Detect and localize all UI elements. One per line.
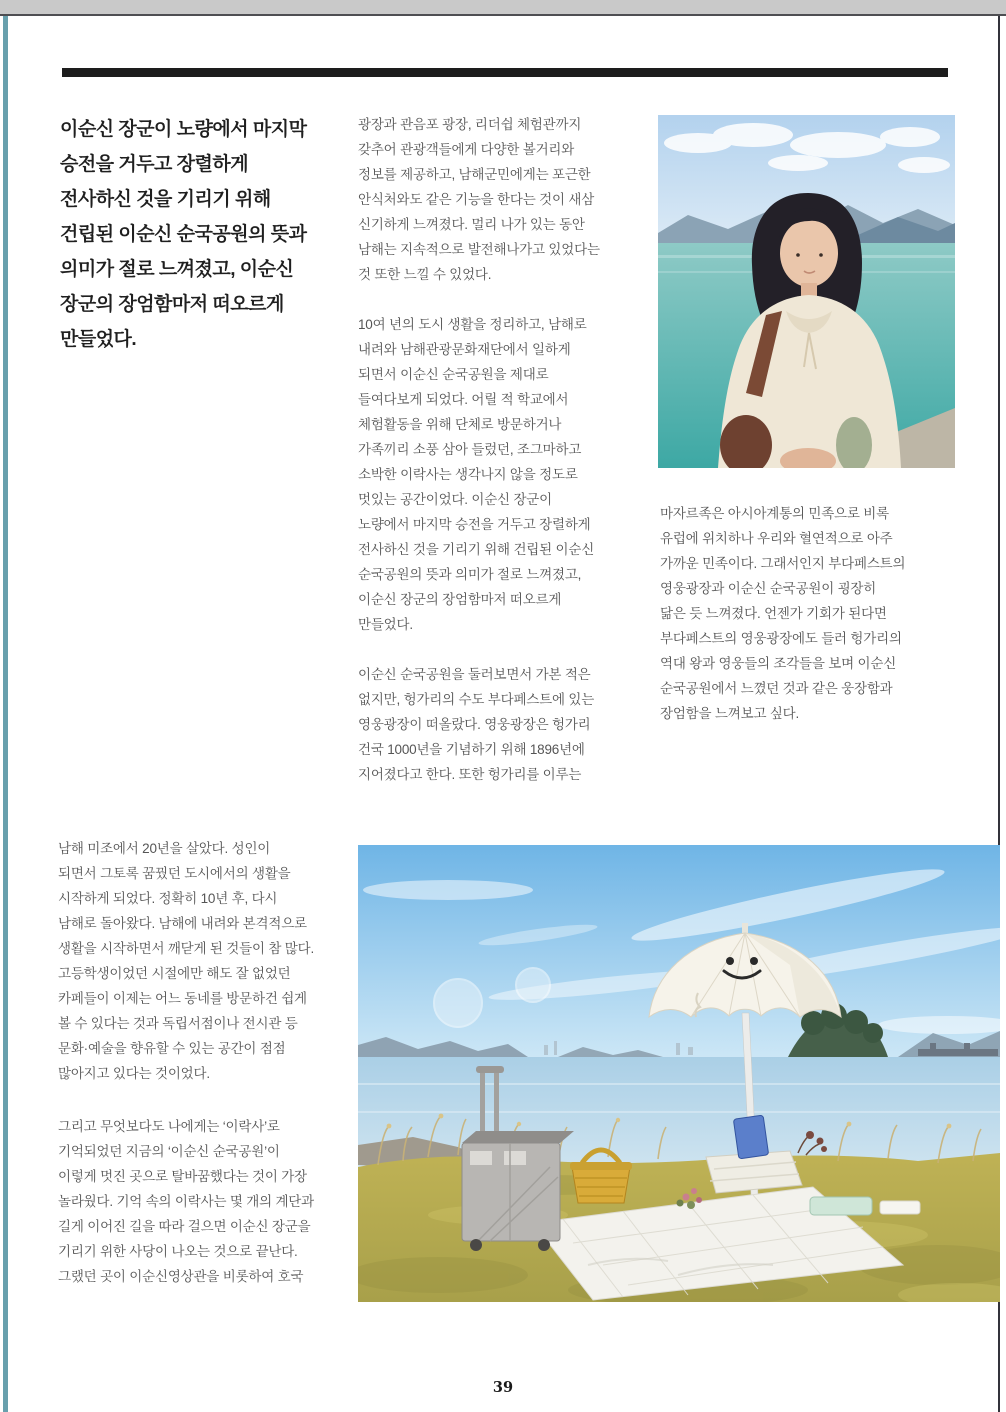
tablet bbox=[733, 1115, 768, 1159]
cart-opening bbox=[462, 1131, 574, 1143]
article-column-right bbox=[660, 501, 905, 751]
face bbox=[780, 219, 838, 287]
portrait-photo bbox=[658, 115, 955, 468]
paragraph: 10여 년의 도시 생활을 정리하고, 남해로 내려와 남해관광문화재단에서 일하게 되면서 이순신 순국공원을 제대로 들여다보게 되었다. 어릴 적 학교에서 체험활동을 위해 단체로 방문하거나 가족끼리 소풍 삼아 들렀던, 조그마하고 소박한 이락사는 생각나지 않을 정도로 멋있는 공간이었다. 이순신 장군이 노량에서 마지막 승전을 거두고 장렬하게 전사하신 것을 기리기 위해 건립된 이순신 순국공원의 뜻과 의미가 절로 느껴졌고, 이순신 장군의 장엄함마저 떠오르게 만들었다. bbox=[358, 317, 595, 632]
paragraph: 남해 미조에서 20년을 살았다. 성인이 되면서 그토록 꿈꿨던 도시에서의 생활을 시작하게 되었다. 정확히 10년 후, 다시 남해로 돌아왔다. 남해에 내려와 본격적으로 생활을 시작하면서 깨닫게 된 것들이 참 많다. 고등학생이었던 시절에만 해도 잘 없었던 카페들이 이제는 어느 동네를 방문하건 쉽게 볼 수 있다는 것과 독립서점이나 전시관 등 문화·예술을 향유할 수 있는 공간이 점점 많아지고 있다는 것이었다. bbox=[58, 841, 314, 1081]
pull-quote: 이순신 장군이 노량에서 마지막 승전을 거두고 장렬하게 전사하신 것을 기리기 위해 건립된 이순신 순국공원의 뜻과 의미가 절로 느껴졌고, 이순신 장군의 장엄함마저 떠오르게 만들었다. bbox=[60, 119, 307, 350]
paragraph: 그리고 무엇보다도 나에게는 ‘이락사’로 기억되었던 지금의 ‘이순신 순국공원’이 이렇게 멋진 곳으로 탈바꿈했다는 것이 가장 놀라웠다. 기억 속의 이락사는 몇 개의 계단과 길게 이어진 길을 따라 걸으면 이순신 장군을 기리기 위한 사당이 나오는 것으로 끝난다. 그랬던 곳이 이순신영상관을 비롯하여 호국 bbox=[58, 1119, 314, 1284]
page-top-edge bbox=[0, 0, 1006, 16]
picnic-photo-illustration bbox=[358, 845, 1000, 1302]
paragraph: 마자르족은 아시아계통의 민족으로 비록 유럽에 위치하나 우리와 혈연적으로 아주 가까운 민족이다. 그래서인지 부다페스트의 영웅광장과 이순신 순국공원이 굉장히 닮은 듯 느껴졌다. 언젠가 기회가 된다면 부다페스트의 영웅광장에도 들러 헝가리의 역대 왕과 영웅들의 조각들을 보며 이순신 순국공원에서 느꼈던 것과 같은 웅장함과 장엄함을 느껴보고 싶다. bbox=[660, 506, 906, 721]
section-divider-rule bbox=[62, 68, 948, 77]
white-pouch bbox=[880, 1201, 920, 1214]
article-column-bottom-left bbox=[58, 836, 314, 1314]
picnic-photo bbox=[358, 845, 1000, 1302]
paragraph: 이순신 순국공원을 둘러보면서 가본 적은 없지만, 헝가리의 수도 부다페스트에 있는 영웅광장이 떠올랐다. 영웅광장은 헝가리 건국 1000년을 기념하기 위해 1896년에 지어졌다고 한다. 또한 헝가리를 이루는 bbox=[358, 667, 595, 782]
portrait-photo-illustration bbox=[658, 115, 955, 468]
cart-handle bbox=[476, 1066, 504, 1073]
article-column-middle bbox=[358, 112, 600, 812]
paragraph: 광장과 관음포 광장, 리더쉽 체험관까지 갖추어 관광객들에게 다양한 볼거리와 정보를 제공하고, 남해군민에게는 포근한 안식처와도 같은 기능을 한다는 것이 새삼 신기하게 느껴졌다. 멀리 나가 있는 동안 남해는 지속적으로 발전해나가고 있었다는 것 또한 느낄 수 있었다. bbox=[358, 117, 600, 282]
page-number: 39 bbox=[492, 1379, 514, 1396]
page-left-edge-strip bbox=[3, 16, 8, 1412]
green-case bbox=[810, 1197, 872, 1215]
